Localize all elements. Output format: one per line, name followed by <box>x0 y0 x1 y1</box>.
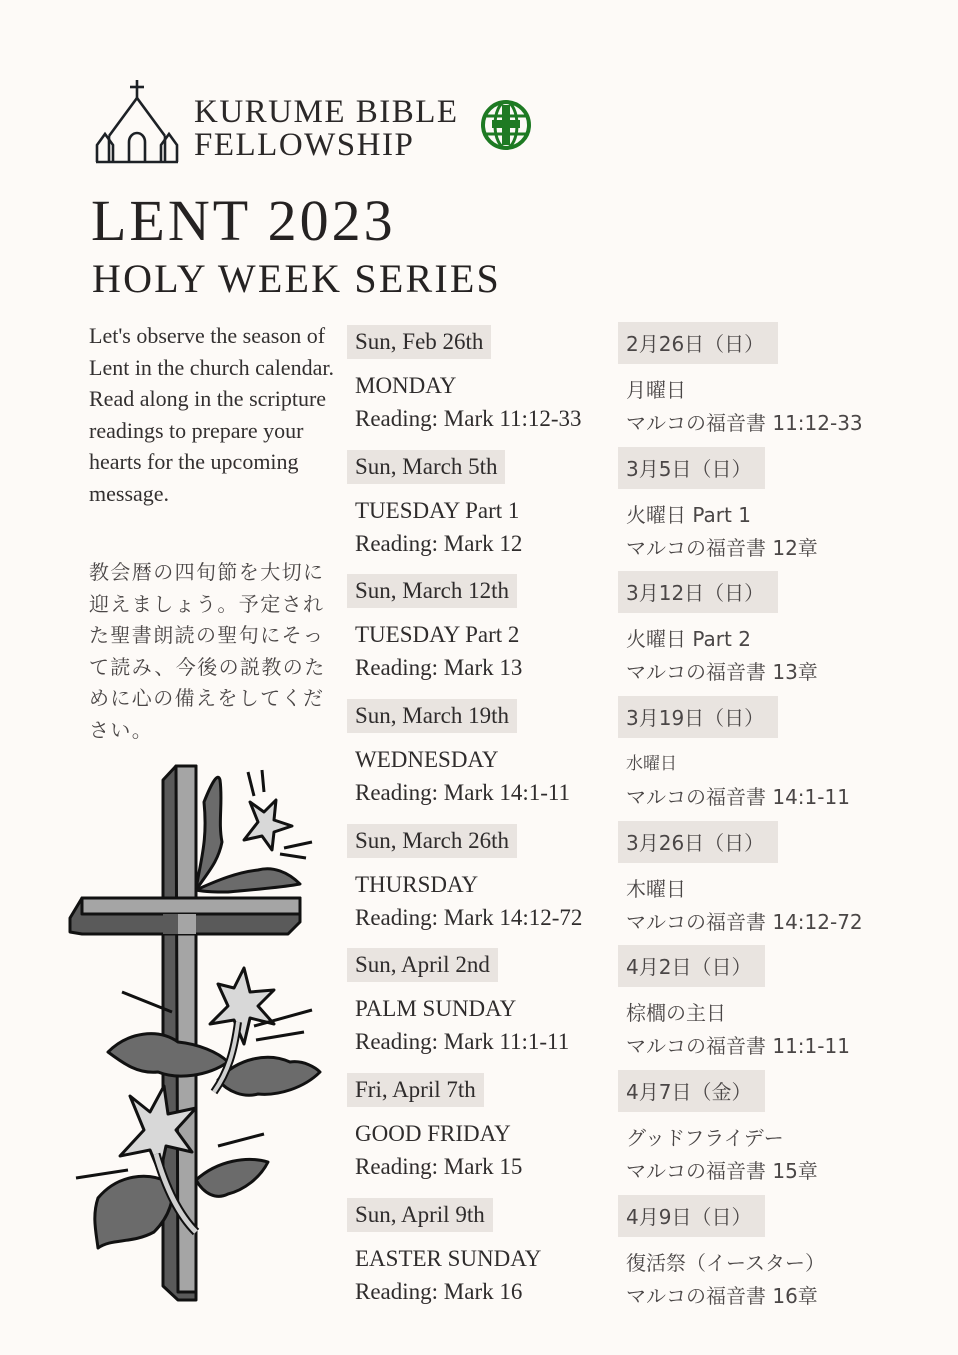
reading-english: Reading: Mark 13 <box>355 655 523 680</box>
date-label-japanese: 4月9日（日） <box>618 1195 765 1237</box>
reading-japanese: マルコの福音書 11:1-11 <box>626 1034 850 1058</box>
org-name-line2: FELLOWSHIP <box>194 127 415 163</box>
page-subtitle: HOLY WEEK SERIES <box>92 256 501 301</box>
date-label-japanese: 3月19日（日） <box>618 696 778 738</box>
day-title-japanese: 火曜日 Part 1 <box>626 503 751 527</box>
day-title-english: THURSDAY <box>355 872 479 897</box>
day-title-japanese: 復活祭（イースター） <box>626 1251 825 1275</box>
reading-english: Reading: Mark 15 <box>355 1154 523 1179</box>
reading-japanese: マルコの福音書 14:12-72 <box>626 910 863 934</box>
date-label-english: Sun, April 2nd <box>347 948 498 982</box>
reading-japanese: マルコの福音書 16章 <box>626 1284 818 1308</box>
reading-japanese: マルコの福音書 12章 <box>626 536 818 560</box>
day-title-english: TUESDAY Part 1 <box>355 498 520 523</box>
reading-japanese: マルコの福音書 15章 <box>626 1159 818 1183</box>
day-title-english: GOOD FRIDAY <box>355 1121 511 1146</box>
day-title-english: MONDAY <box>355 373 457 398</box>
day-title-japanese: 火曜日 Part 2 <box>626 627 751 651</box>
date-label-english: Sun, Feb 26th <box>347 325 491 359</box>
page-title: LENT 2023 <box>91 188 396 253</box>
reading-english: Reading: Mark 11:12-33 <box>355 406 582 431</box>
day-title-japanese: 棕櫚の主日 <box>626 1001 726 1025</box>
day-title-english: EASTER SUNDAY <box>355 1246 542 1271</box>
day-title-english: TUESDAY Part 2 <box>355 622 520 647</box>
date-label-english: Sun, March 19th <box>347 699 517 733</box>
date-label-english: Sun, March 12th <box>347 574 517 608</box>
reading-english: Reading: Mark 11:1-11 <box>355 1029 570 1054</box>
globe-cross-logo-icon <box>480 99 532 151</box>
day-title-japanese: グッドフライデー <box>626 1126 784 1150</box>
date-label-japanese: 2月26日（日） <box>618 322 778 364</box>
church-logo-icon <box>95 78 179 164</box>
date-label-japanese: 4月7日（金） <box>618 1070 765 1112</box>
reading-english: Reading: Mark 16 <box>355 1279 523 1304</box>
intro-text-japanese: 教会暦の四旬節を大切に迎えましょう。予定された聖書朗読の聖句にそって読み、今後の説教のために心の備えをしてください。 <box>89 560 326 742</box>
day-title-english: PALM SUNDAY <box>355 996 517 1021</box>
date-label-english: Sun, March 26th <box>347 824 517 858</box>
organization-name <box>194 96 459 162</box>
reading-japanese: マルコの福音書 14:1-11 <box>626 785 850 809</box>
date-label-japanese: 3月5日（日） <box>618 447 765 489</box>
reading-japanese: マルコの福音書 11:12-33 <box>626 411 863 435</box>
date-label-english: Sun, April 9th <box>347 1198 493 1232</box>
org-name-line1: KURUME BIBLE <box>194 94 459 130</box>
intro-text-english: Let's observe the season of Lent in the church calendar. Read along in the scripture readings to prepare your hearts for the upcoming message. <box>89 323 334 506</box>
date-label-japanese: 4月2日（日） <box>618 945 765 987</box>
cross-with-lilies-illustration <box>68 762 323 1310</box>
reading-english: Reading: Mark 14:12-72 <box>355 905 583 930</box>
reading-english: Reading: Mark 12 <box>355 531 523 556</box>
day-title-japanese: 木曜日 <box>626 877 686 901</box>
day-title-japanese: 月曜日 <box>626 378 686 402</box>
reading-english: Reading: Mark 14:1-11 <box>355 780 571 805</box>
date-label-japanese: 3月12日（日） <box>618 571 778 613</box>
date-label-japanese: 3月26日（日） <box>618 821 778 863</box>
date-label-english: Fri, April 7th <box>347 1073 484 1107</box>
date-label-english: Sun, March 5th <box>347 450 505 484</box>
day-title-japanese: 水曜日 <box>626 754 677 774</box>
reading-japanese: マルコの福音書 13章 <box>626 660 818 684</box>
day-title-english: WEDNESDAY <box>355 747 499 772</box>
